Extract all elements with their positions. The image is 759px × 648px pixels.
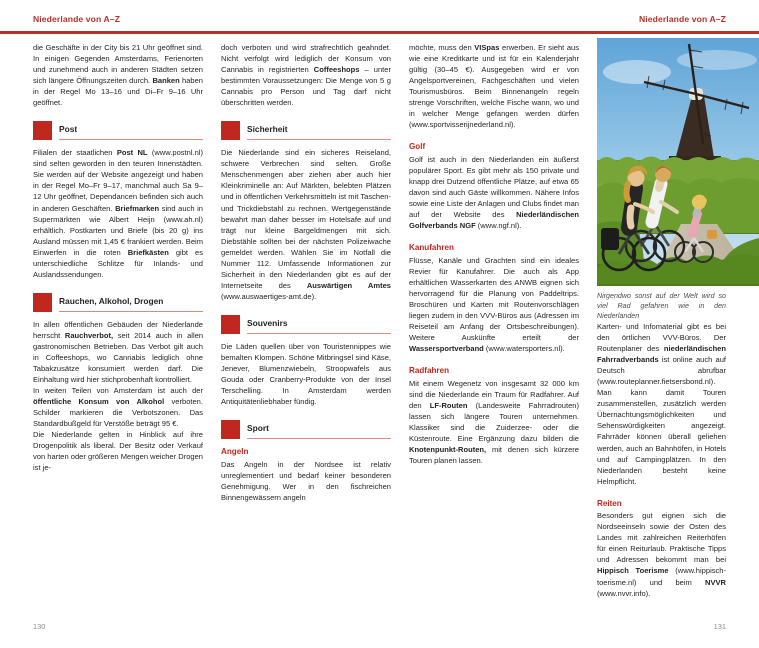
section-underline — [247, 438, 391, 439]
section-head-rauchen-alkohol-drogen — [33, 293, 203, 312]
column-4 — [597, 42, 759, 608]
section-body-souvenirs: Die Läden quellen über von Touristennippes wie bemalten Klompen. Schöne Mitbringsel sind Käse, Jenever, Blumenzwiebeln, Stroopwafels aus Gouda oder Cranberry-Produkte von der Insel Terschelling. In Amsterdam werden Antiquitätenliebhaber fündig. — [221, 341, 391, 407]
section-underline — [59, 311, 203, 312]
photo-caption: Nirgendwo sonst auf der Welt wird so viel Rad gefahren wie in den Niederlanden — [597, 292, 726, 320]
text-columns — [0, 42, 759, 608]
section-head-post — [33, 121, 203, 140]
section-title: Rauchen, Alkohol, Drogen — [59, 295, 164, 306]
column-3 — [409, 42, 579, 608]
section-title: Post — [59, 124, 78, 135]
section-marker-icon — [221, 420, 240, 439]
cyclists-windmill-photo — [597, 38, 759, 286]
section-marker-icon — [221, 315, 240, 334]
section-marker-icon — [33, 293, 52, 312]
section-head-sport — [221, 420, 391, 439]
section-underline — [59, 139, 203, 140]
section-body-angeln: Das Angeln in der Nordsee ist relativ unreglementiert und bedarf keiner besonderen Genehmigung. Wer in den fischreichen Binnengewässern angeln — [221, 459, 391, 502]
paragraph-continued: Karten- und Infomaterial gibt es bei den örtlichen VVV-Büros. Der Routenplaner des niederländischen Fahrradverbands ist online auch auf Deutsch abrufbar (www.routeplanner.fietsersbond.nl). Man kann damit Touren zusammenstellen, zusätzlich werden Übernachtungsmöglichkeiten und Sehenswürdigkeiten angezeigt. Fahrräder können überall geliehen werden, auch an Bahnhöfen, in Hotels und auf Campingplätzen. In den Niederlanden besteht keine Helmpflicht. — [597, 322, 726, 486]
paragraph-continued: doch verboten und wird strafrechtlich geahndet. Nicht verfolgt wird lediglich der Konsum von Cannabis in registrierten Coffeeshops – unter bestimmten Voraussetzungen: Die Menge von 5 g Cannabis pro Person und Tag darf nicht überschritten werden. — [221, 43, 391, 108]
page-number-left: 130 — [33, 622, 46, 631]
section-marker-icon — [33, 121, 52, 140]
section-body-sicherheit: Die Niederlande sind ein sicheres Reiseland, schwere Verbrechen sind selten. Große Menschenmengen aber ziehen aber auch hier Kleinkriminelle an: Auf Märkten, belebten Plätzen und in öffentlichen Verkehrsmitteln ist mit Taschen- und Trickdiebstahl zu rechnen. Wertgegenstände bewahrt man daher besser im Hotelsafe auf und trägt nur kleine Bargeldmengen mit sich. Diebstähle sollten bei der nächsten Polizeiwache gemeldet werden. Wählen Sie im Notfall die Nummer 112. Umfassende Informationen zur Sicherheit in den Niederlanden gibt es auf der Internetseite des Auswärtigen Amtes (www.auswaertiges-amt.de). — [221, 148, 391, 301]
section-body-kanufahren: Flüsse, Kanäle und Grachten sind ein ideales Revier für Kanufahrer. Die auch als App erhältlichen Wasserkarten des ANWB eignen sich hervorragend für die Planung von Paddeltrips. Broschüren und Karten mit Routenvorschlägen liegen zudem in den VVV-Büros aus (Adressen im Reiseteil am Anfang der Ortsbeschreibungen). Weitere Auskünfte erteilt der Wassersportverband (www.watersporters.nl). — [409, 255, 579, 354]
section-title: Sport — [247, 423, 269, 434]
section-body-post: Filialen der staatlichen Post NL (www.postnl.nl) sind selten geworden in den teuren Innenstädten. Sie werden auf der Website angezeigt und haben in der Regel Mo–Fr 9–17, manchmal auch Sa 9–12 Uhr geöffnet, Dependancen befinden sich auch in anderen Geschäften. Briefmarken sind auch in Supermärkten wie Albert Heijn (www.ah.nl) erhältlich. Postkarten und Briefe (bis 20 g) ins Ausland müssen mit 1,45 € frankiert werden. Beim Einwerfen in die roten Briefkästen gibt es unterschiedliche Schlitze für Inlands- und Auslandssendungen. — [33, 148, 204, 279]
section-body-radfahren: Mit einem Wegenetz von insgesamt 32 000 km sind die Niederlande ein Traum für Radfahrer. Auf den LF-Routen (Landesweite Fahrradrouten) lassen sich längere Touren unternehmen. Klassiker sind die Zuiderzee- oder die Küstenroute. Eine Ergänzung dazu bilden die Knotenpunkt-Routen, mit denen sich kürzere Touren planen lassen. — [409, 378, 579, 466]
section-underline — [247, 139, 391, 140]
subhead-radfahren: Radfahren — [409, 366, 450, 376]
section-body-drugs-1: In allen öffentlichen Gebäuden der Niederlande herrscht Rauchverbot, seit 2014 auch in allen gastronomischen Betrieben. Das Verbot gilt auch in Coffeeshops, wo Cannabis lediglich ohne Tabakzusätze konsumiert werden darf. Die Einhaltung wird hier stichprobenhaft kontrolliert. — [33, 319, 204, 385]
section-head-souvenirs — [221, 315, 391, 334]
page-number-right: 131 — [713, 622, 726, 631]
subhead-reiten: Reiten — [597, 498, 622, 508]
header-rule — [0, 31, 759, 34]
running-head-left: Niederlande von A–Z — [33, 14, 121, 24]
running-head-right: Niederlande von A–Z — [638, 14, 726, 24]
column-2 — [221, 42, 391, 608]
section-body-drugs-2: In weiten Teilen von Amsterdam ist auch der öffentliche Konsum von Alkohol verboten. Schilder markieren die Verbotszonen. Das Standardbußgeld für Verstöße beträgt 95 €. — [33, 386, 203, 429]
subhead-kanufahren: Kanufahren — [409, 243, 454, 253]
section-body-golf: Golf ist auch in den Niederlanden ein äußerst populärer Sport. Es gibt mehr als 150 private und knapp drei Dutzend öffentliche Plätze, auf etwa 65 davon sind auch Gäste willkommen. Nähere Infos sowie eine Liste der Anlagen und Clubs findet man auf der Website des Niederländischen Golfverbands NGF (www.ngf.nl). — [409, 154, 579, 231]
subhead-angeln: Angeln — [221, 447, 249, 457]
paragraph-continued: die Geschäfte in der City bis 21 Uhr geöffnet sind. In einigen Gegenden Amsterdams, Ferienorten und zunehmend auch in anderen Städten setzen sich längere Öffnungszeiten durch. Banken haben in der Regel Mo 13–16 und Di–Fr 9–16 Uhr geöffnet. — [33, 43, 203, 108]
section-title: Sicherheit — [247, 124, 288, 135]
section-title: Souvenirs — [247, 317, 288, 328]
section-underline — [247, 333, 391, 334]
section-body-drugs-3: Die Niederlande gelten in Hinblick auf ihre Drogenpolitik als liberal. Der Besitz oder Verkauf von harten oder größeren Mengen weicher Drogen ist je- — [33, 430, 203, 473]
section-body-reiten: Besonders gut eignen sich die Nordseeinseln sowie der Osten des Landes mit zahlreichen Reiterhöfen für einen Reiturlaub. Praktische Tipps und Adressen bekommt man bei Hippisch Toerisme (www.hippisch-toerisme.nl) und beim NVVR (www.nvvr.info). — [597, 511, 726, 598]
subhead-golf: Golf — [409, 142, 426, 152]
paragraph-continued: möchte, muss den VISpas erwerben. Er sieht aus wie eine Kreditkarte und ist für ein Kalenderjahr gültig (30–45 €). Ausgegeben wird er von Angelsportvereinen, Fachgeschäften und vielen Tourismusbüros. Beim Binnenangeln regeln strenge Vorschriften, welche Fische wann, wo und in welcher Menge gefangen werden dürfen (www.sportvisserijnederland.nl). — [409, 43, 579, 130]
section-head-sicherheit — [221, 121, 391, 140]
section-marker-icon — [221, 121, 240, 140]
column-1 — [33, 42, 203, 608]
